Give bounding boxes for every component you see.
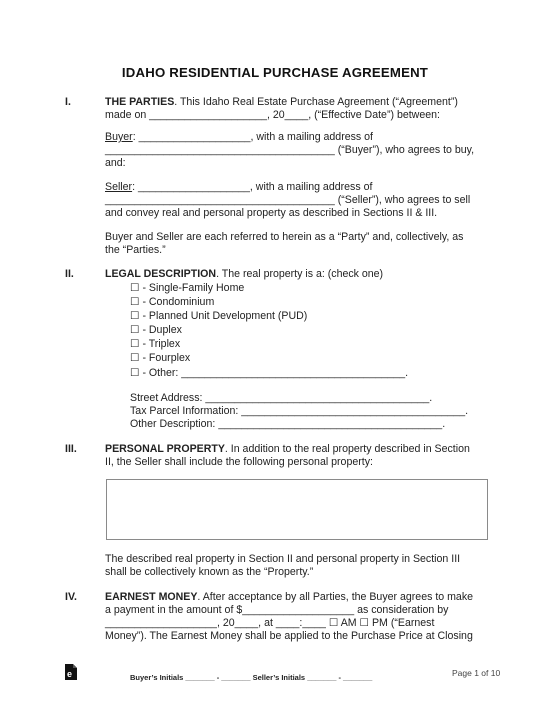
section-3-heading: PERSONAL PROPERTY	[105, 443, 225, 455]
seller-line2: _______________________________________ (“Seller”), who agrees to sell	[105, 194, 471, 206]
page-number: Page 1 of 10	[452, 668, 501, 678]
personal-property-textbox[interactable]	[106, 479, 488, 540]
property-line1: The described real property in Section II and personal property in Section III	[105, 553, 461, 565]
option-single-family[interactable]: ☐ - Single-Family Home	[130, 282, 245, 294]
buyer-line3: and:	[105, 157, 126, 169]
option-condominium[interactable]: ☐ - Condominium	[130, 296, 215, 308]
section-2-intro: . The real property is a: (check one)	[216, 268, 384, 280]
seller-line3: and convey real and personal property as described in Sections II & III.	[105, 207, 438, 219]
document-logo-icon	[64, 664, 78, 680]
section-3-line2: II, the Seller shall include the following personal property:	[105, 456, 373, 468]
section-1-heading: THE PARTIES	[105, 96, 175, 108]
seller-block	[105, 181, 490, 220]
section-1-parties	[105, 96, 490, 122]
option-triplex[interactable]: ☐ - Triplex	[130, 338, 181, 350]
section-4-line3: ___________________, 20____, at ____:____ ☐ AM ☐ PM (“Earnest	[105, 617, 435, 629]
property-line2: shall be collectively known as the “Property.”	[105, 566, 314, 578]
section-4-number: IV.	[65, 591, 77, 603]
other-description-field[interactable]: Other Description: ______________________________________.	[130, 418, 446, 430]
buyer-line2: _______________________________________ (“Buyer”), who agrees to buy,	[105, 144, 475, 156]
document-title: IDAHO RESIDENTIAL PURCHASE AGREEMENT	[121, 65, 429, 80]
buyer-label: Buyer	[105, 131, 133, 143]
buyer-line1: : ___________________, with a mailing address of	[132, 131, 373, 143]
svg-text:e: e	[67, 669, 73, 679]
tax-parcel-field[interactable]: Tax Parcel Information: ______________________________________.	[130, 405, 469, 417]
section-3-number: III.	[65, 443, 77, 455]
section-3-line1: . In addition to the real property described in Section	[224, 443, 470, 455]
buyer-block	[105, 131, 490, 170]
footer-initials: Buyer’s Initials _______ - _______ Seller’s Initials _______ - _______	[130, 673, 373, 682]
seller-line1: : ___________________, with a mailing address of	[132, 181, 373, 193]
option-pud[interactable]: ☐ - Planned Unit Development (PUD)	[130, 310, 308, 322]
option-fourplex[interactable]: ☐ - Fourplex	[130, 352, 191, 364]
section-4-earnest-money	[105, 591, 490, 643]
section-2-number: II.	[65, 268, 74, 280]
parties-line2: the “Parties.”	[105, 244, 166, 256]
parties-line1: Buyer and Seller are each referred to herein as a “Party” and, collectively, as	[105, 231, 464, 243]
section-1-number: I.	[65, 96, 71, 108]
section-2-heading: LEGAL DESCRIPTION	[105, 268, 217, 280]
section-4-line2: a payment in the amount of $___________________ as consideration by	[105, 604, 449, 616]
option-duplex[interactable]: ☐ - Duplex	[130, 324, 182, 336]
section-1-line1: . This Idaho Real Estate Purchase Agreement (“Agreement”)	[174, 96, 458, 108]
parties-definition	[105, 231, 490, 257]
section-4-line4: Money”). The Earnest Money shall be applied to the Purchase Price at Closing	[105, 630, 473, 642]
section-1-line2: made on ____________________, 20____, (“Effective Date”) between:	[105, 109, 440, 121]
option-other[interactable]: ☐ - Other: ______________________________________.	[130, 367, 409, 379]
property-definition	[105, 553, 490, 579]
section-2-legal-description	[105, 268, 490, 281]
section-4-line1: . After acceptance by all Parties, the Buyer agrees to make	[197, 591, 474, 603]
seller-label: Seller	[105, 181, 133, 193]
section-4-heading: EARNEST MONEY	[105, 591, 198, 603]
section-3-personal-property	[105, 443, 490, 469]
street-address-field[interactable]: Street Address: ______________________________________.	[130, 392, 433, 404]
